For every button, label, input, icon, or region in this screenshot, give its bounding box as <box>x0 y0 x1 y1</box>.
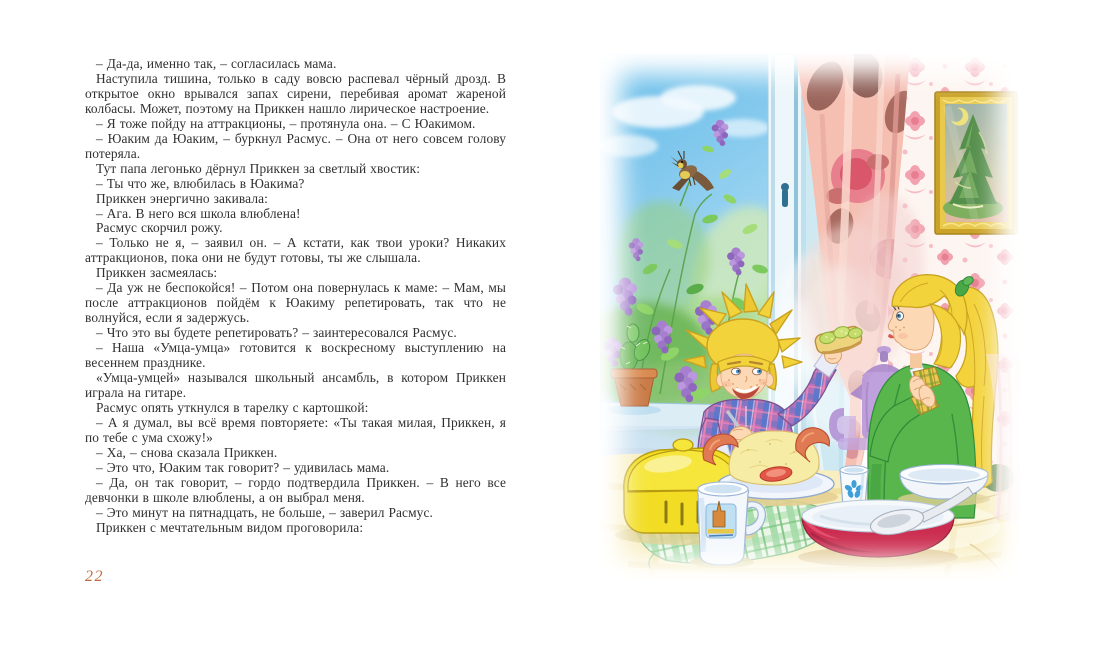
paragraph: – Я тоже пойду на аттракционы, – протянула она. – С Юакимом. <box>96 115 476 131</box>
paragraph: – Только не я, – заявил он. – А кстати, как твои уроки? Никаких аттракционов, пока они не будут готовы, ты же слышала. <box>85 235 506 266</box>
paragraph: – А я думал, вы всё время повторяете: «Ты такая милая, Приккен, я по тебе с ума схожу!» <box>85 414 506 445</box>
paragraph: – Это что, Юаким так говорит? – удивилась мама. <box>96 459 390 475</box>
story-text <box>85 57 506 536</box>
paragraph: – Это минут на пятнадцать, не больше, – заверил Расмус. <box>96 504 433 520</box>
illustration <box>600 53 1020 580</box>
paragraph: Приккен с мечтательным видом проговорила: <box>96 519 364 535</box>
illustration-svg <box>600 53 1020 580</box>
paragraph: – Юаким да Юаким, – буркнул Расмус. – Она от него совсем голову потеряла. <box>85 130 506 161</box>
paragraph: – Да, он так говорит, – гордо подтвердила Приккен. – В него все девчонки в школе влюблены, а он выбрал меня. <box>85 474 506 505</box>
window-handle <box>781 183 789 207</box>
paragraph: Приккен засмеялась: <box>96 265 218 281</box>
paragraph: – Что это вы будете репетировать? – заинтересовался Расмус. <box>96 325 457 341</box>
white-bowl <box>898 465 990 507</box>
paragraph: – Да-да, именно так, – согласилась мама. <box>96 56 337 71</box>
paragraph: «Умца-умцей» назывался школьный ансамбль, в котором Приккен играла на гитаре. <box>85 370 506 400</box>
paragraph: Расмус опять уткнулся в тарелку с картошкой: <box>96 399 369 415</box>
paragraph: Расмус скорчил рожу. <box>96 220 223 236</box>
paragraph: – Да уж не беспокойся! – Потом она повернулась к маме: – Мам, мы после аттракционов пойдём к Юакиму репетировать, так что не волнуйся, если я задержусь. <box>85 280 506 326</box>
paragraph: Тут папа легонько дёрнул Приккен за светлый хвостик: <box>96 160 421 176</box>
page-number: 22 <box>85 568 104 585</box>
framed-picture <box>935 92 1017 234</box>
paragraph: Наступила тишина, только в саду вовсю распевал чёрный дрозд. В открытое окно врывался запах сирени, перебивая аромат жареной колбасы. Может, поэтому на Приккен нашло лирическое настроение. <box>85 70 506 116</box>
paragraph: – Ага. В него вся школа влюблена! <box>96 205 301 221</box>
paragraph: – Наша «Умца-умца» готовится к воскресному выступлению на весеннем празднике. <box>85 340 506 371</box>
paragraph: – Ты что же, влюбилась в Юакима? <box>96 175 305 191</box>
paragraph: – Ха, – снова сказала Приккен. <box>96 444 278 460</box>
mug-print <box>706 501 736 538</box>
paragraph: Приккен энергично закивала: <box>96 190 268 206</box>
